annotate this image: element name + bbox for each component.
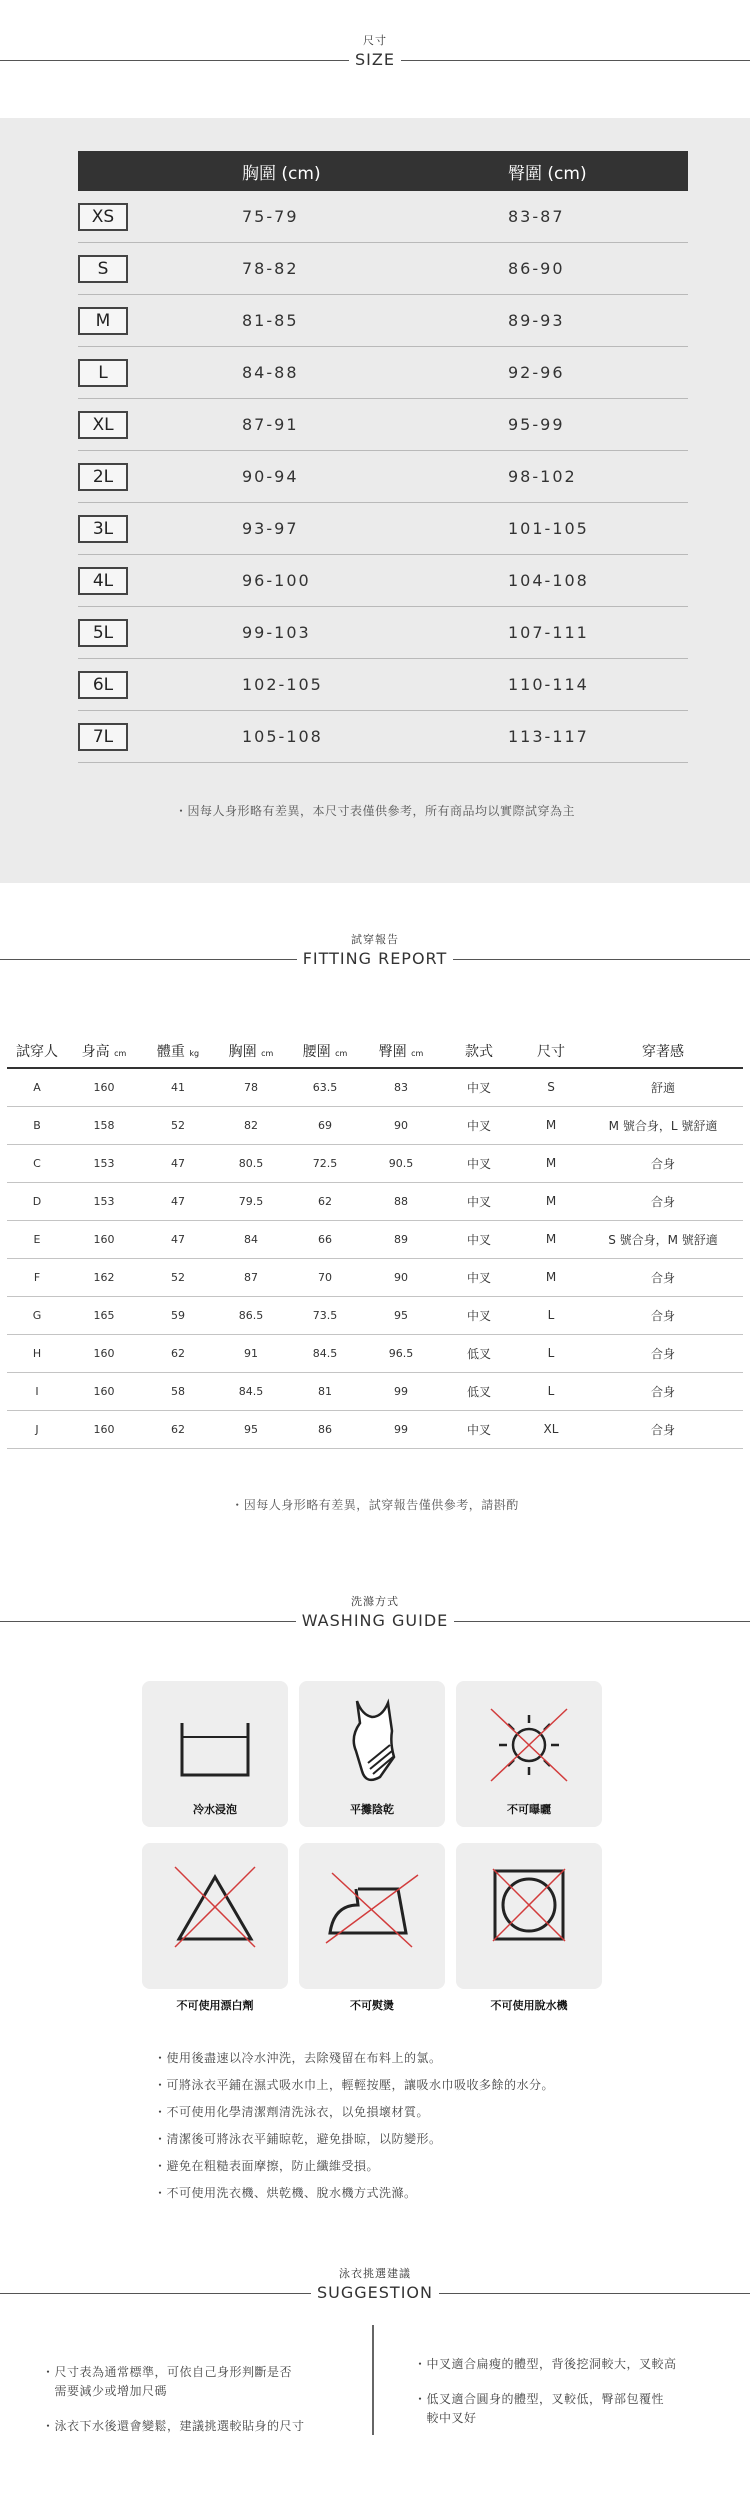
size-panel	[0, 118, 750, 883]
fitting-header-cell	[141, 1034, 215, 1068]
suggestion-title-zh: 泳衣挑選建議	[339, 2266, 411, 2280]
wash-label-no-spin: 不可使用脫水機	[490, 1998, 568, 2012]
fitting-title-zh: 試穿報告	[351, 933, 399, 946]
fitting-cell: 90	[363, 1106, 439, 1144]
size-hip-value: 104-108	[508, 571, 589, 590]
fitting-cell: 41	[141, 1068, 215, 1106]
fitting-cell: H	[7, 1334, 67, 1372]
washing-section-header	[0, 1593, 750, 1631]
fitting-row	[7, 1106, 743, 1144]
fitting-cell: 69	[287, 1106, 363, 1144]
suggestion-item	[42, 2363, 372, 2401]
fitting-header-cell	[67, 1034, 141, 1068]
fitting-cell: 中叉	[439, 1258, 519, 1296]
washing-instructions	[154, 2045, 750, 2207]
size-chest-value: 102-105	[242, 675, 323, 694]
size-title-row	[0, 50, 750, 70]
wash-tile-no-iron	[299, 1843, 445, 2012]
suggestion-section-header	[0, 2265, 750, 2303]
suggestion-line: ・尺寸表為通常標準，可依自己身形判斷是否	[42, 2364, 293, 2379]
fitting-cell: 合身	[583, 1258, 743, 1296]
fitting-cell: 58	[141, 1372, 215, 1410]
size-hip-value: 83-87	[508, 207, 565, 226]
size-badge: 3L	[78, 515, 128, 543]
size-row	[78, 451, 688, 503]
fitting-row	[7, 1334, 743, 1372]
fitting-header-unit: cm	[411, 1048, 424, 1058]
suggestion-body	[0, 2325, 750, 2435]
fitting-cell: 52	[141, 1106, 215, 1144]
suggestion-line: ・低叉適合圓身的體型，叉較低，臀部包覆性	[414, 2391, 665, 2406]
fitting-header-cell	[439, 1034, 519, 1068]
fitting-cell: 160	[67, 1068, 141, 1106]
fitting-cell: 59	[141, 1296, 215, 1334]
fitting-cell: 81	[287, 1372, 363, 1410]
size-row	[78, 503, 688, 555]
fitting-header-cell	[519, 1034, 583, 1068]
fitting-header-label: 尺寸	[537, 1043, 565, 1060]
fitting-cell: 63.5	[287, 1068, 363, 1106]
fitting-cell: S 號合身，M 號舒適	[583, 1220, 743, 1258]
fitting-cell: L	[519, 1372, 583, 1410]
fitting-header-unit: kg	[189, 1048, 200, 1058]
fitting-cell: 90.5	[363, 1144, 439, 1182]
fitting-cell: 160	[67, 1372, 141, 1410]
fitting-cell: 合身	[583, 1296, 743, 1334]
fitting-cell: 84	[215, 1220, 287, 1258]
washing-title-row	[0, 1611, 750, 1631]
suggestion-line: 較中叉好	[414, 2410, 477, 2425]
fitting-cell: 82	[215, 1106, 287, 1144]
size-chest-value: 93-97	[242, 519, 299, 538]
fitting-cell: 合身	[583, 1334, 743, 1372]
no-iron-icon	[322, 1855, 422, 1955]
fitting-cell: 95	[215, 1410, 287, 1448]
wash-tile-cold-water	[142, 1681, 288, 1827]
wash-instruction: ・不可使用化學清潔劑清洗泳衣，以免損壞材質。	[154, 2104, 430, 2119]
wash-label-flat-dry: 平攤陰乾	[350, 1802, 394, 1816]
fitting-header-label: 試穿人	[16, 1043, 58, 1060]
washing-title-en: WASHING GUIDE	[296, 1611, 455, 1631]
size-hip-value: 86-90	[508, 259, 565, 278]
fitting-cell: D	[7, 1182, 67, 1220]
fitting-cell: 87	[215, 1258, 287, 1296]
fitting-table	[7, 1034, 743, 1449]
size-table-header	[78, 151, 688, 191]
wash-tile-flat-dry	[299, 1681, 445, 1827]
fitting-cell: C	[7, 1144, 67, 1182]
fitting-cell: 153	[67, 1144, 141, 1182]
no-bleach-icon	[165, 1855, 265, 1955]
fitting-cell: 47	[141, 1220, 215, 1258]
fitting-cell: M	[519, 1106, 583, 1144]
size-hip-value: 110-114	[508, 675, 589, 694]
fitting-cell: M	[519, 1182, 583, 1220]
fitting-cell: 合身	[583, 1144, 743, 1182]
fitting-header-cell	[215, 1034, 287, 1068]
size-rows	[78, 191, 688, 763]
fitting-note: ・因每人身形略有差異，試穿報告僅供參考，請斟酌	[231, 1497, 519, 1512]
chest-header: 胸圍 (cm)	[242, 163, 321, 184]
fitting-header-unit: cm	[114, 1048, 127, 1058]
fitting-row	[7, 1068, 743, 1106]
fitting-cell: I	[7, 1372, 67, 1410]
wash-label-no-bleach: 不可使用漂白劑	[176, 1998, 254, 2012]
fitting-cell: 86.5	[215, 1296, 287, 1334]
no-sun-dry-icon	[479, 1693, 579, 1793]
size-note: ・因每人身形略有差異，本尺寸表僅供參考，所有商品均以實際試穿為主	[174, 804, 575, 818]
wash-label-cold-water: 冷水浸泡	[193, 1802, 237, 1816]
size-chest-value: 87-91	[242, 415, 299, 434]
fitting-cell: J	[7, 1410, 67, 1448]
fitting-cell: 62	[141, 1334, 215, 1372]
size-badge: S	[78, 255, 128, 283]
fitting-cell: 89	[363, 1220, 439, 1258]
fitting-cell: M	[519, 1220, 583, 1258]
fitting-cell: 99	[363, 1410, 439, 1448]
fitting-cell: 中叉	[439, 1220, 519, 1258]
fitting-cell: 中叉	[439, 1182, 519, 1220]
fitting-cell: F	[7, 1258, 67, 1296]
fitting-cell: 中叉	[439, 1410, 519, 1448]
fitting-cell: 80.5	[215, 1144, 287, 1182]
fitting-cell: M	[519, 1258, 583, 1296]
suggestion-item	[42, 2417, 372, 2436]
fitting-cell: 62	[141, 1410, 215, 1448]
fitting-title-en: FITTING REPORT	[297, 949, 454, 969]
suggestion-line: ・泳衣下水後還會變鬆，建議挑選較貼身的尺寸	[42, 2418, 305, 2433]
fitting-cell: 47	[141, 1182, 215, 1220]
fitting-row	[7, 1144, 743, 1182]
fitting-row	[7, 1220, 743, 1258]
fitting-cell: 84.5	[215, 1372, 287, 1410]
size-hip-value: 101-105	[508, 519, 589, 538]
fitting-cell: 合身	[583, 1182, 743, 1220]
fitting-cell: A	[7, 1068, 67, 1106]
size-row	[78, 243, 688, 295]
fitting-cell: M 號合身，L 號舒適	[583, 1106, 743, 1144]
fitting-cell: G	[7, 1296, 67, 1334]
size-chest-value: 81-85	[242, 311, 299, 330]
fitting-cell: 99	[363, 1372, 439, 1410]
size-badge: XL	[78, 411, 128, 439]
fitting-row	[7, 1296, 743, 1334]
fitting-cell: 83	[363, 1068, 439, 1106]
fitting-header-label: 穿著感	[642, 1043, 684, 1060]
wash-instruction: ・使用後盡速以冷水沖洗，去除殘留在布料上的氯。	[154, 2050, 442, 2065]
wash-tile-no-bleach	[142, 1843, 288, 2012]
fitting-cell: 96.5	[363, 1334, 439, 1372]
fitting-header-cell	[363, 1034, 439, 1068]
fitting-cell: 中叉	[439, 1144, 519, 1182]
size-hip-value: 89-93	[508, 311, 565, 330]
size-chest-value: 75-79	[242, 207, 299, 226]
fitting-cell: 160	[67, 1410, 141, 1448]
size-hip-value: 95-99	[508, 415, 565, 434]
wash-label-no-iron: 不可熨燙	[350, 1998, 394, 2012]
fitting-section-header	[0, 931, 750, 969]
fitting-cell: 158	[67, 1106, 141, 1144]
size-chest-value: 99-103	[242, 623, 311, 642]
fitting-header-label: 胸圍	[228, 1043, 257, 1060]
size-row	[78, 555, 688, 607]
fitting-cell: 低叉	[439, 1372, 519, 1410]
suggestion-line: ・中叉適合扁瘦的體型，背後挖洞較大，叉較高	[414, 2356, 677, 2371]
hip-header: 臀圍 (cm)	[508, 163, 587, 184]
fitting-row	[7, 1410, 743, 1448]
size-chest-value: 105-108	[242, 727, 323, 746]
fitting-cell: 78	[215, 1068, 287, 1106]
size-row	[78, 607, 688, 659]
fitting-cell: E	[7, 1220, 67, 1258]
size-row	[78, 399, 688, 451]
wash-instruction: ・可將泳衣平鋪在濕式吸水巾上，輕輕按壓，讓吸水巾吸收多餘的水分。	[154, 2077, 555, 2092]
fitting-cell: 165	[67, 1296, 141, 1334]
fitting-cell: 合身	[583, 1410, 743, 1448]
fitting-cell: 160	[67, 1220, 141, 1258]
size-hip-value: 107-111	[508, 623, 589, 642]
fitting-cell: 66	[287, 1220, 363, 1258]
suggestion-right-column	[374, 2325, 677, 2435]
size-table	[78, 151, 688, 763]
size-row	[78, 347, 688, 399]
fitting-cell: 90	[363, 1258, 439, 1296]
size-chest-value: 96-100	[242, 571, 311, 590]
fitting-cell: 162	[67, 1258, 141, 1296]
fitting-cell: 52	[141, 1258, 215, 1296]
size-badge: L	[78, 359, 128, 387]
fitting-header-unit: cm	[335, 1048, 348, 1058]
size-row	[78, 295, 688, 347]
size-chest-value: 90-94	[242, 467, 299, 486]
size-hip-value: 92-96	[508, 363, 565, 382]
suggestion-title-en: SUGGESTION	[311, 2283, 439, 2303]
wash-instruction: ・清潔後可將泳衣平鋪晾乾，避免掛晾，以防變形。	[154, 2131, 442, 2146]
fitting-header-label: 款式	[465, 1043, 493, 1060]
fitting-cell: 中叉	[439, 1068, 519, 1106]
size-hip-value: 113-117	[508, 727, 589, 746]
fitting-cell: 低叉	[439, 1334, 519, 1372]
fitting-cell: 91	[215, 1334, 287, 1372]
fitting-header-cell	[7, 1034, 67, 1068]
fitting-cell: 88	[363, 1182, 439, 1220]
size-badge: XS	[78, 203, 128, 231]
fitting-header-cell	[583, 1034, 743, 1068]
size-chest-value: 84-88	[242, 363, 299, 382]
suggestion-item	[414, 2355, 677, 2374]
size-badge: M	[78, 307, 128, 335]
no-spin-dry-icon	[479, 1855, 579, 1955]
cold-water-soak-icon	[165, 1693, 265, 1793]
size-badge: 6L	[78, 671, 128, 699]
fitting-cell: S	[519, 1068, 583, 1106]
washing-title-zh: 洗滌方式	[351, 1594, 399, 1608]
size-hip-value: 98-102	[508, 467, 577, 486]
size-row	[78, 711, 688, 763]
fitting-cell: 95	[363, 1296, 439, 1334]
fitting-header-label: 腰圍	[302, 1043, 331, 1060]
fitting-cell: B	[7, 1106, 67, 1144]
size-title-zh: 尺寸	[363, 34, 387, 47]
fitting-header-row	[7, 1034, 743, 1068]
size-section-header	[0, 0, 750, 70]
washing-icon-grid	[142, 1681, 608, 2012]
fitting-cell: 73.5	[287, 1296, 363, 1334]
fitting-body	[7, 1068, 743, 1448]
size-row	[78, 191, 688, 243]
wash-label-no-sun: 不可曝曬	[507, 1802, 551, 1816]
suggestion-line: 需要減少或增加尺碼	[42, 2383, 168, 2398]
size-title-en: SIZE	[349, 50, 401, 70]
fitting-cell: 84.5	[287, 1334, 363, 1372]
size-badge: 4L	[78, 567, 128, 595]
suggestion-left-column	[0, 2325, 374, 2435]
fitting-cell: L	[519, 1296, 583, 1334]
flat-dry-swimsuit-icon	[322, 1693, 422, 1793]
fitting-cell: 中叉	[439, 1296, 519, 1334]
wash-instruction: ・不可使用洗衣機、烘乾機、脫水機方式洗滌。	[154, 2185, 417, 2200]
fitting-header-label: 體重	[156, 1043, 185, 1060]
suggestion-title-row	[0, 2283, 750, 2303]
size-chest-value: 78-82	[242, 259, 299, 278]
wash-tile-no-sun	[456, 1681, 602, 1827]
fitting-cell: 62	[287, 1182, 363, 1220]
fitting-title-row	[0, 949, 750, 969]
size-row	[78, 659, 688, 711]
fitting-cell: 160	[67, 1334, 141, 1372]
fitting-row	[7, 1182, 743, 1220]
suggestion-item	[414, 2390, 677, 2428]
fitting-cell: 79.5	[215, 1182, 287, 1220]
fitting-header-cell	[287, 1034, 363, 1068]
fitting-header-unit: cm	[261, 1048, 274, 1058]
wash-tile-no-spin	[456, 1843, 602, 2012]
fitting-cell: 合身	[583, 1372, 743, 1410]
fitting-cell: 中叉	[439, 1106, 519, 1144]
fitting-cell: 72.5	[287, 1144, 363, 1182]
fitting-header-label: 臀圍	[378, 1043, 407, 1060]
size-badge: 5L	[78, 619, 128, 647]
size-badge: 7L	[78, 723, 128, 751]
fitting-cell: XL	[519, 1410, 583, 1448]
fitting-header-label: 身高	[81, 1043, 110, 1060]
fitting-cell: 47	[141, 1144, 215, 1182]
fitting-cell: 86	[287, 1410, 363, 1448]
wash-instruction: ・避免在粗糙表面摩擦，防止纖維受損。	[154, 2158, 380, 2173]
fitting-cell: M	[519, 1144, 583, 1182]
fitting-cell: L	[519, 1334, 583, 1372]
fitting-cell: 舒適	[583, 1068, 743, 1106]
fitting-row	[7, 1258, 743, 1296]
fitting-cell: 153	[67, 1182, 141, 1220]
size-badge: 2L	[78, 463, 128, 491]
fitting-row	[7, 1372, 743, 1410]
fitting-cell: 70	[287, 1258, 363, 1296]
